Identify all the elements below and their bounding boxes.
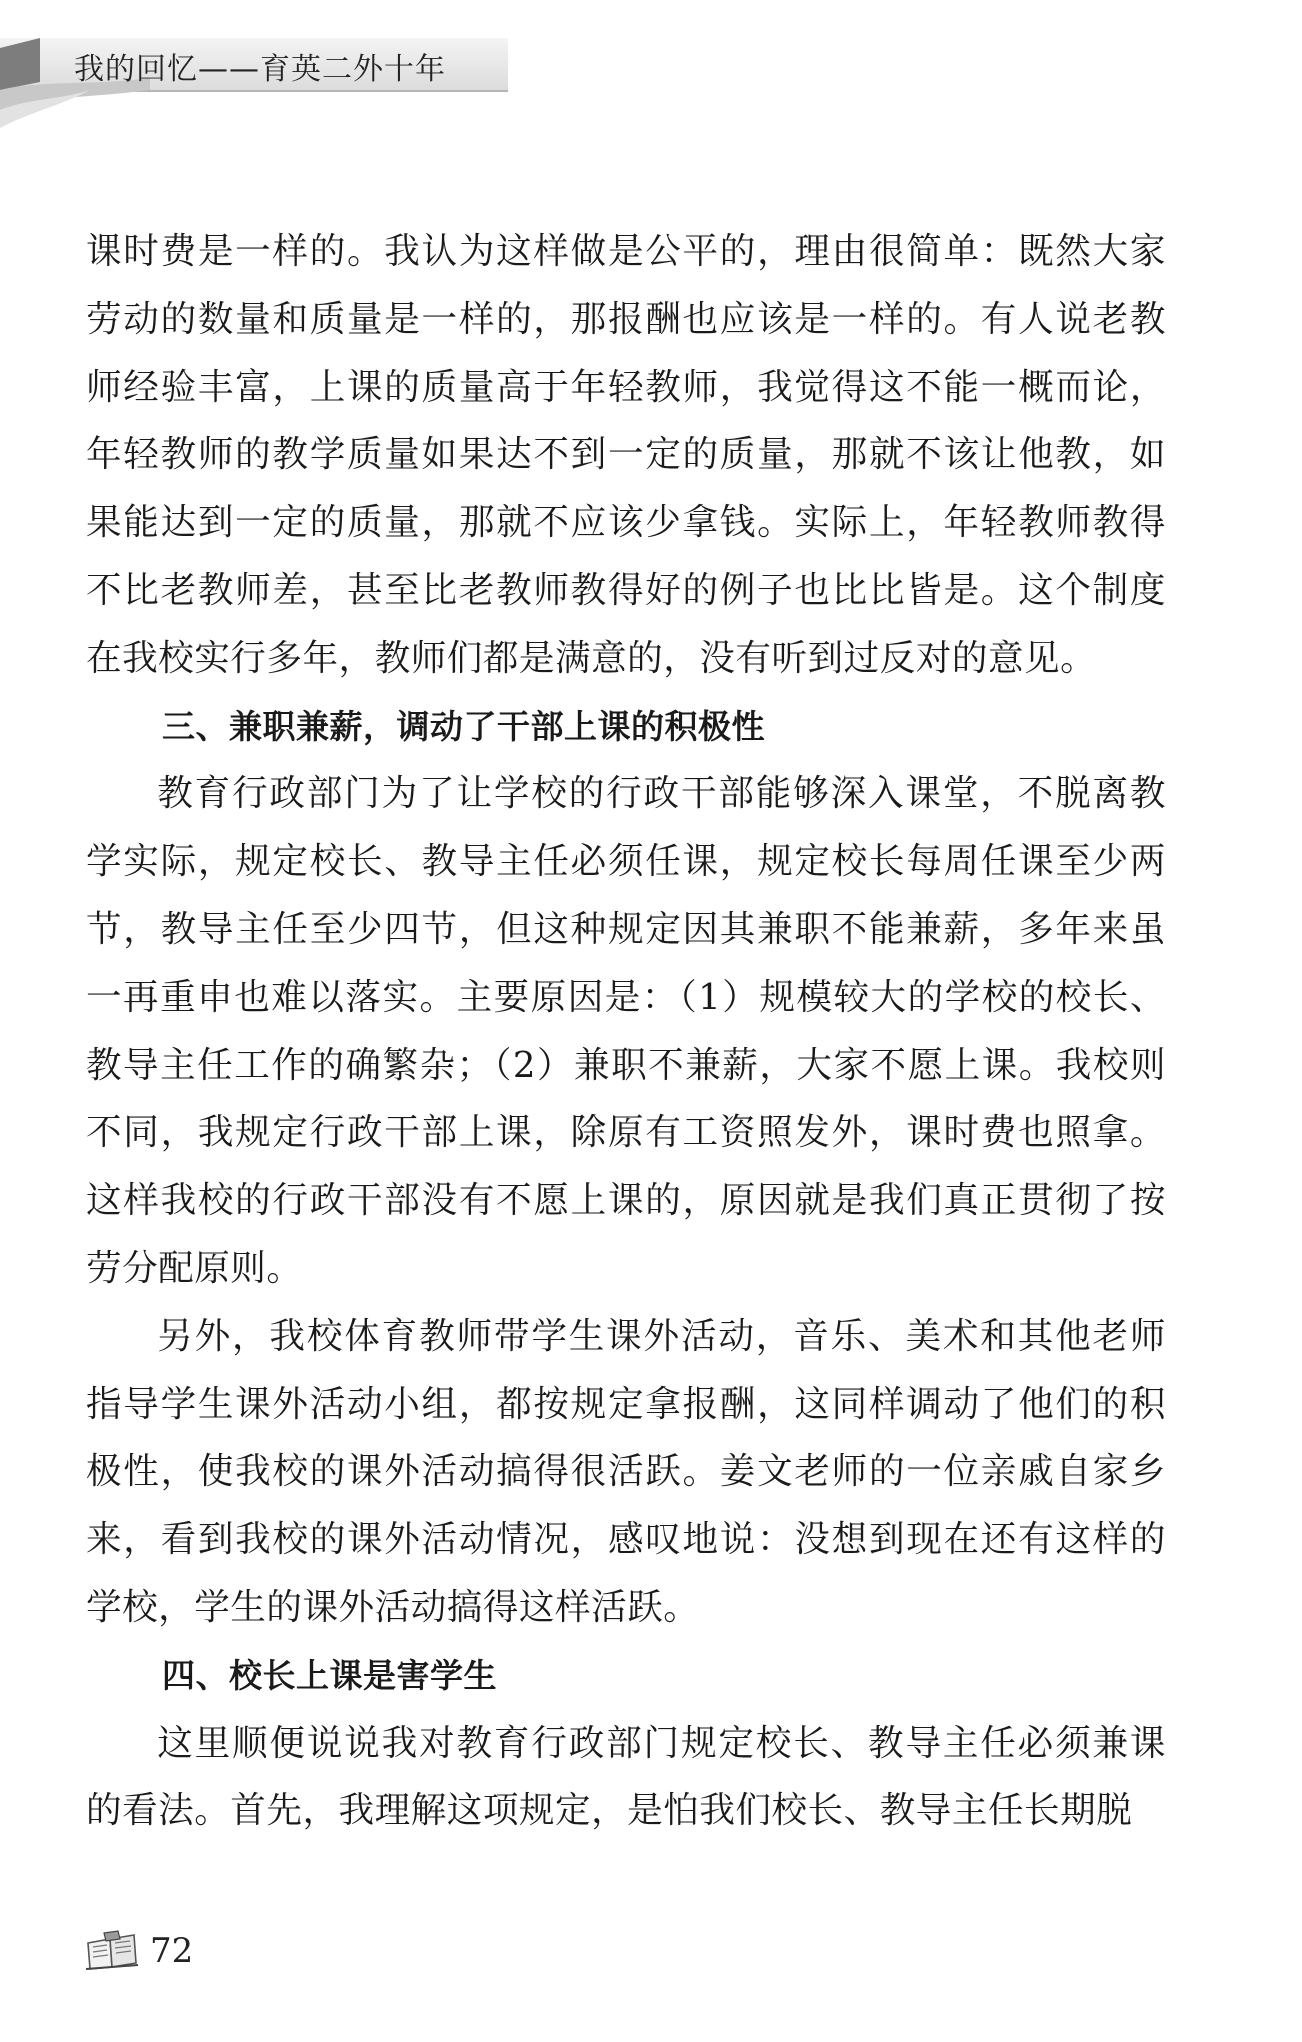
page-body: [86, 218, 1166, 1845]
paragraph: 另外，我校体育教师带学生课外活动，音乐、美术和其他老师指导学生课外活动小组，都按规定拿报酬，这同样调动了他们的积极性，使我校的课外活动搞得很活跃。姜文老师的一位亲戚自家乡来，看到我校的课外活动情况，感叹地说：没想到现在还有这样的学校，学生的课外活动搞得这样活跃。: [86, 1315, 1166, 1628]
page-footer: [84, 1926, 193, 1976]
section-heading: 三、兼职兼薪，调动了干部上课的积极性: [162, 706, 765, 746]
paragraph: 教育行政部门为了让学校的行政干部能够深入课堂，不脱离教学实际，规定校长、教导主任必须任课，规定校长每周任课至少两节，教导主任至少四节，但这种规定因其兼职不能兼薪，多年来虽一再重申也难以落实。主要原因是：（1）规模较大的学校的校长、教导主任工作的确繁杂；（2）兼职不兼薪，大家不愿上课。我校则不同，我规定行政干部上课，除原有工资照发外，课时费也照拿。这样我校的行政干部没有不愿上课的，原因就是我们真正贯彻了按劳分配原则。: [86, 773, 1166, 1289]
page-number: 72: [150, 1931, 194, 1971]
paragraph: 这里顺便说说我对教育行政部门规定校长、教导主任必须兼课的看法。首先，我理解这项规定，是怕我们校长、教导主任长期脱: [86, 1722, 1166, 1832]
running-header-title: 我的回忆——育英二外十年: [74, 52, 446, 87]
book-icon: [84, 1929, 140, 1973]
paragraph: 课时费是一样的。我认为这样做是公平的，理由很简单：既然大家劳动的数量和质量是一样的，那报酬也应该是一样的。有人说老教师经验丰富，上课的质量高于年轻教师，我觉得这不能一概而论，年轻教师的教学质量如果达不到一定的质量，那就不该让他教，如果能达到一定的质量，那就不应该少拿钱。实际上，年轻教师教得不比老教师差，甚至比老教师教得好的例子也比比皆是。这个制度在我校实行多年，教师们都是满意的，没有听到过反对的意见。: [86, 231, 1166, 679]
section-heading: 四、校长上课是害学生: [162, 1655, 497, 1695]
